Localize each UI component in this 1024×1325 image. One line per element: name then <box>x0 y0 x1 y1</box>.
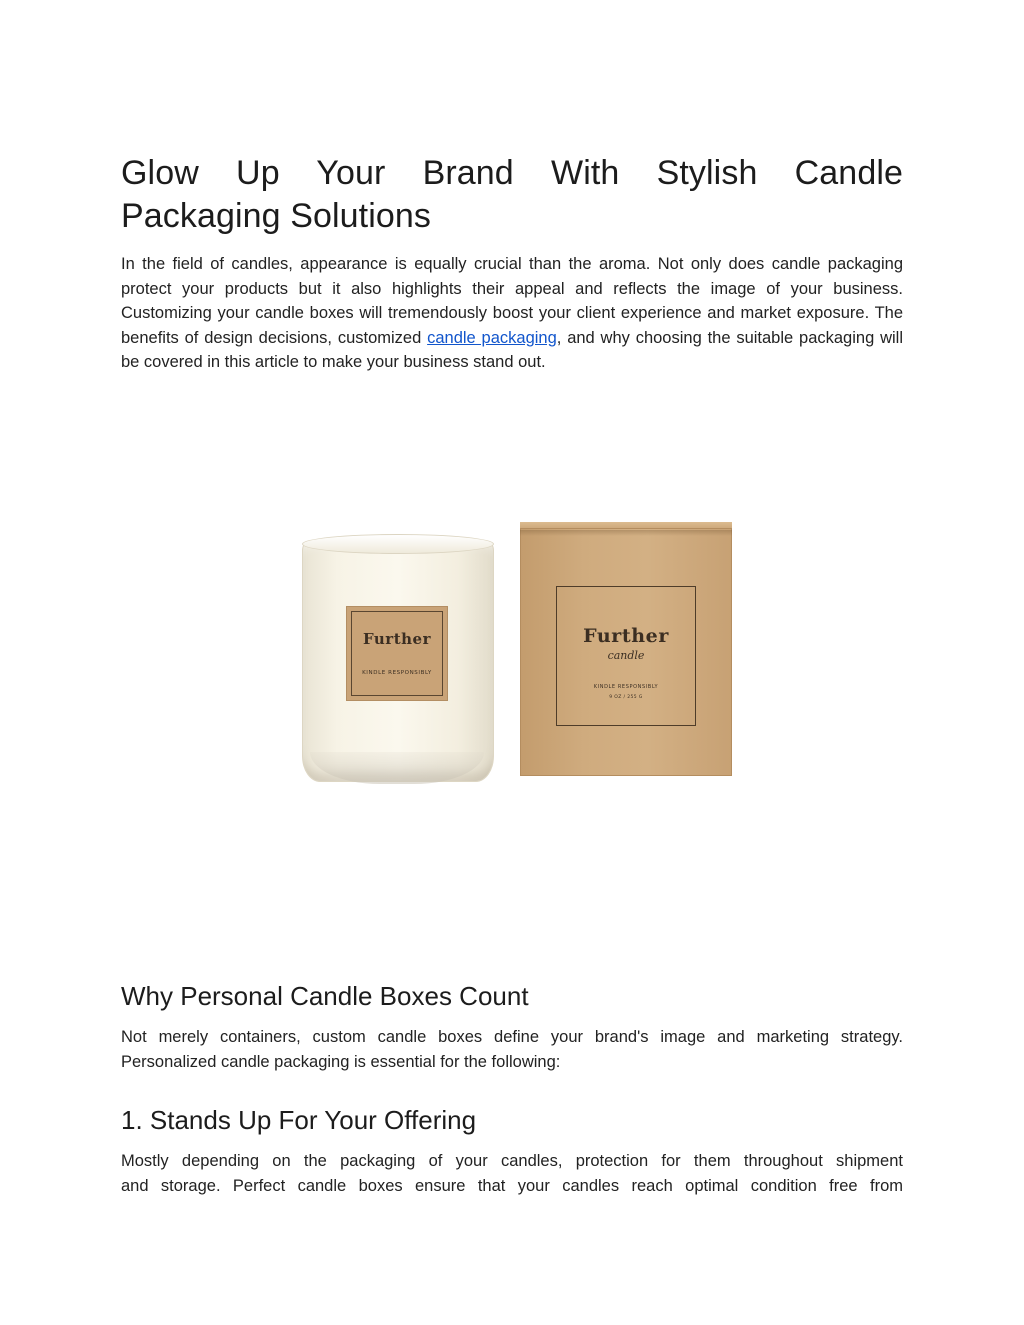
section-1-body-block <box>121 1149 903 1198</box>
section-1-line-1: Mostly depending on the packaging of your candles, protection for them throughout shipment <box>121 1152 903 1170</box>
title-block <box>121 152 903 238</box>
section-1-line-2: and storage. Perfect candle boxes ensure that your candles reach optimal condition free from <box>121 1176 903 1195</box>
jar-label-brand: Further <box>363 630 431 648</box>
candle-packaging-link[interactable]: candle packaging <box>427 328 557 347</box>
intro-text-start: In the field of candles, appearance is equally crucial than the aroma. Not only does candle packaging protect your products but it also highlights their appeal and reflects the image of your business. Customizing your candle boxes will tremendously boost your client experience and market exposure. The benefits of design decisions, customized <box>121 255 903 347</box>
intro-text-end: , and why choosing the suitable packaging will be covered in this article to make your business stand out. <box>121 328 903 371</box>
box-label-tagline: KINDLE RESPONSIBLY <box>593 684 659 690</box>
section-why-paragraph: Not merely containers, custom candle boxes define your brand's image and marketing strategy. Personalized candle packaging is essential for the following: <box>121 1028 903 1071</box>
box-label-script: candle <box>607 649 645 662</box>
jar-label-frame <box>351 611 443 696</box>
box-label-size: 9 OZ / 255 G <box>609 695 643 700</box>
candle-jar-rim <box>302 534 494 554</box>
jar-label-tagline: KINDLE RESPONSIBLY <box>362 670 432 676</box>
section-why <box>121 980 903 1012</box>
candle-jar-label <box>346 606 448 701</box>
box-lid-shadow <box>520 530 732 536</box>
section-1-heading: 1. Stands Up For Your Offering <box>121 1105 477 1135</box>
intro-paragraph <box>121 252 903 375</box>
section-why-body-block <box>121 1025 903 1074</box>
intro-block <box>121 252 903 375</box>
section-why-heading: Why Personal Candle Boxes Count <box>121 981 529 1011</box>
box-label-frame <box>556 586 696 726</box>
page-title: Glow Up Your Brand With Stylish Candle Packaging Solutions <box>121 154 903 235</box>
section-1 <box>121 1104 903 1136</box>
kraft-box <box>520 528 732 776</box>
box-label-brand: Further <box>583 625 669 647</box>
product-image <box>290 520 750 805</box>
